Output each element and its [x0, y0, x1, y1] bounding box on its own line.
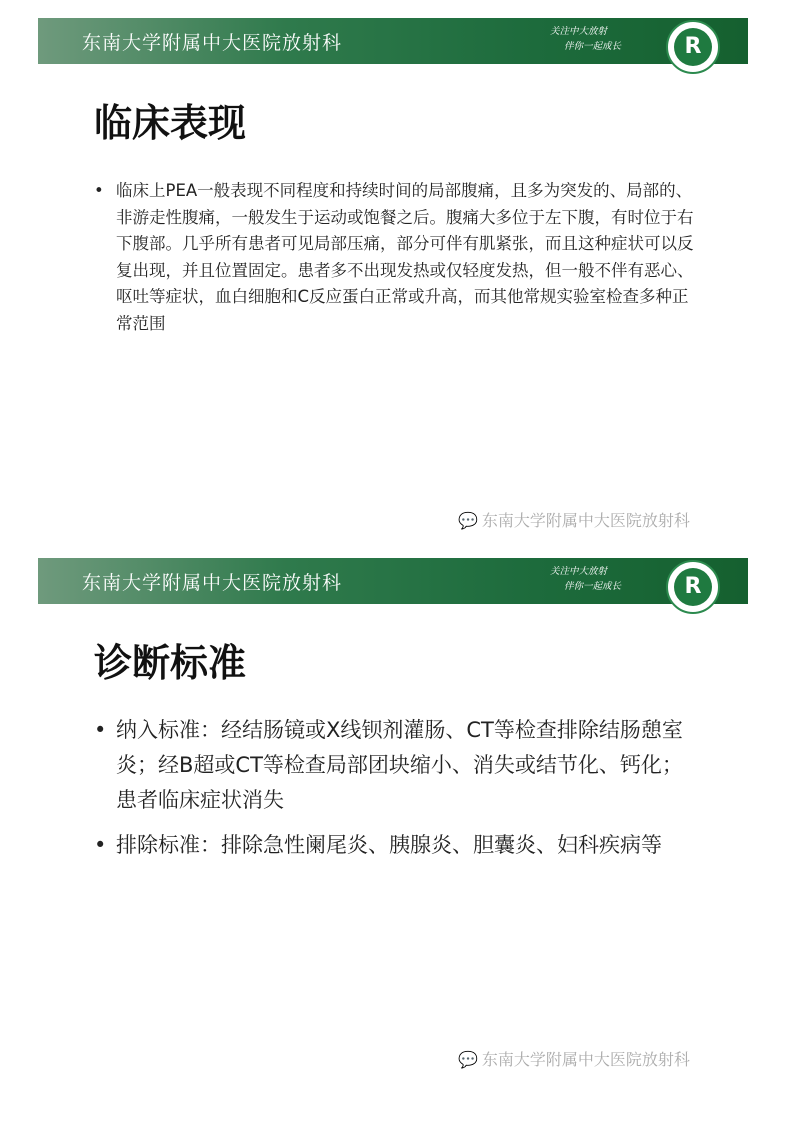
header-banner [38, 18, 748, 64]
wechat-icon: 💬 [458, 511, 478, 530]
slogan-line: 伴你一起成长 [564, 41, 622, 52]
slogan [550, 24, 621, 54]
watermark-text: 东南大学附属中大医院放射科 [481, 1050, 690, 1069]
watermark [458, 508, 690, 531]
watermark-text: 东南大学附属中大医院放射科 [481, 511, 690, 530]
hospital-logo [666, 20, 720, 74]
hospital-name: 东南大学附属中大医院放射科 [82, 32, 343, 54]
slogan-line: 关注中大放射 [550, 566, 608, 577]
header-banner [38, 558, 748, 604]
hospital-name: 东南大学附属中大医院放射科 [82, 572, 343, 594]
slide-2 [38, 558, 748, 1078]
logo-mark: R [674, 568, 712, 606]
slogan-line: 伴你一起成长 [564, 581, 622, 592]
wechat-icon: 💬 [458, 1050, 478, 1069]
bullet-list [94, 713, 694, 863]
slogan-line: 关注中大放射 [550, 26, 608, 37]
slide-title: 临床表现 [94, 101, 247, 145]
bullet-item: • 纳入标准：经结肠镜或X线钡剂灌肠、CT等检查排除结肠憩室炎；经B超或CT等检查局部团块缩小、消失或结节化、钙化；患者临床症状消失 [94, 713, 694, 818]
bullet-list [94, 178, 694, 337]
logo-mark: R [674, 28, 712, 66]
watermark [458, 1047, 690, 1070]
bullet-item: • 临床上PEA一般表现不同程度和持续时间的局部腹痛，且多为突发的、局部的、非游走性腹痛，一般发生于运动或饱餐之后。腹痛大多位于左下腹，有时位于右下腹部。几乎所有患者可见局部压痛，部分可伴有肌紧张，而且这种症状可以反复出现，并且位置固定。患者多不出现发热或仅轻度发热，但一般不伴有恶心、呕吐等症状，血白细胞和C反应蛋白正常或升高，而其他常规实验室检查多种正常范围 [94, 178, 694, 337]
bullet-item: • 排除标准：排除急性阑尾炎、胰腺炎、胆囊炎、妇科疾病等 [94, 828, 694, 863]
slogan [550, 564, 621, 594]
hospital-logo [666, 560, 720, 614]
slide-1 [38, 18, 748, 538]
slide-title: 诊断标准 [94, 641, 247, 685]
